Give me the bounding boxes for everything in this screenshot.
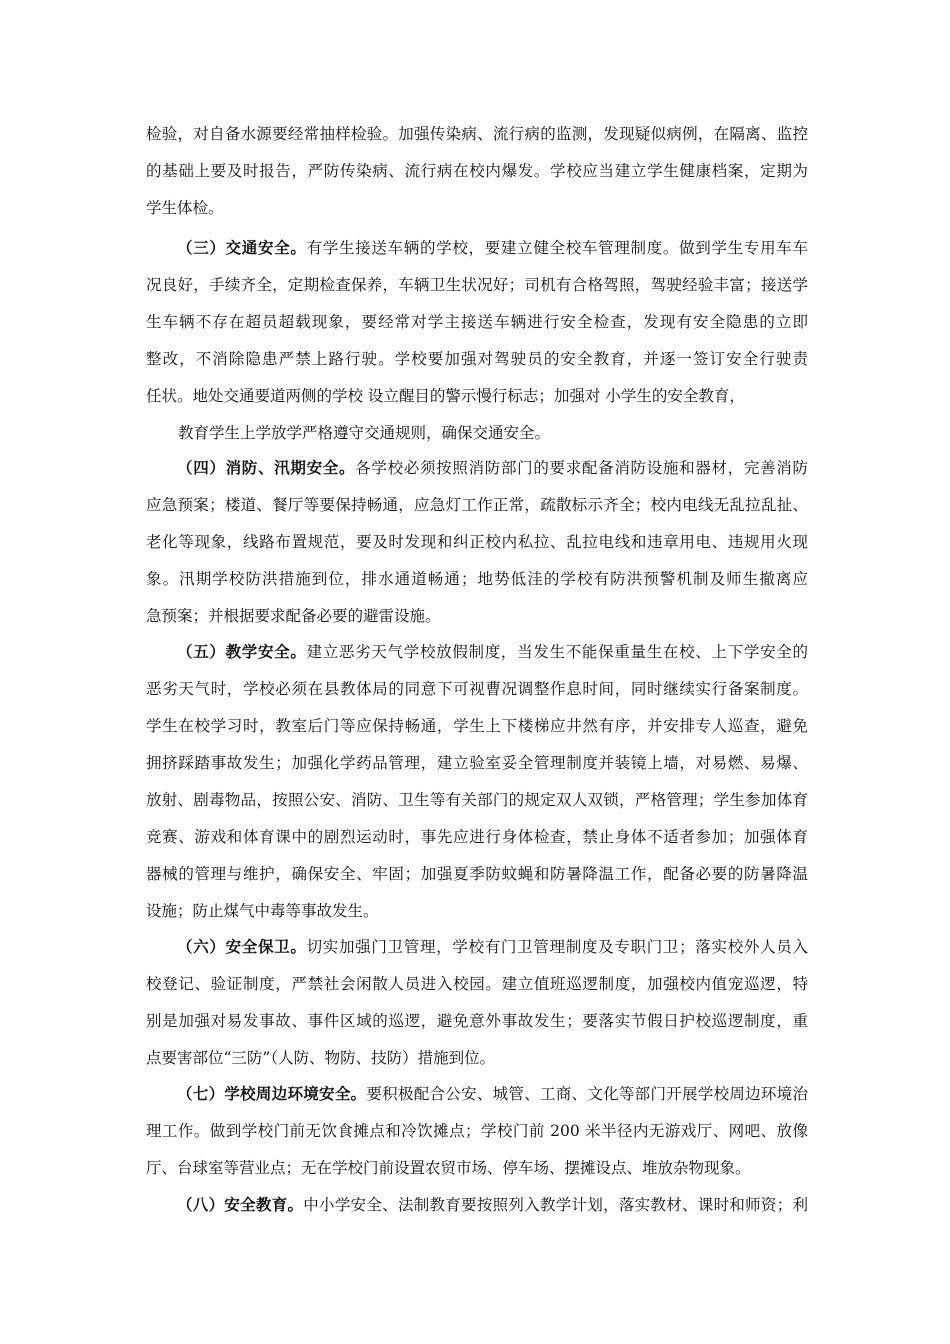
text-line: （七）学校周边环境安全。要积极配合公安、城管、工商、文化等部门开展学校周边环境治 (177, 1084, 808, 1103)
text-line: 学生体检。 (146, 199, 224, 217)
text-line: 拥挤踩踏事故发生；加强化学药品管理，建立验室妥全管理制度并装镜上墙，对易燃、易爆、 (146, 754, 808, 772)
text-line: 恶劣天气时，学校必须在县教体局的同意下可视曹况调整作息时间，同时继续实行备案制度。 (146, 680, 808, 698)
text-line: 老化等现象，线路布置规范，要及时发现和纠正校内私拉、乱拉电线和违章用电、违规用火现 (146, 533, 808, 551)
text-line: 别是加强对易发事故、事件区域的巡逻，避免意外事故发生；要落实节假日护校巡逻制度，重 (146, 1012, 808, 1030)
text-line: （六）安全保卫。切实加强门卫管理，学校有门卫管理制度及专职门卫；落实校外人员入 (177, 937, 808, 956)
text-line: 任状。地处交通要道两侧的学校 设立醒目的警示慢行标志；加强对 小学生的安全教育， (146, 387, 745, 405)
section-heading: （六）安全保卫。 (177, 937, 307, 956)
text-line: 生车辆不存在超员超载现象，要经常对学主接送车辆进行安全检查，发现有安全隐患的立即 (146, 313, 808, 331)
text-line: 的基础上要及时报告，严防传染病、流行病在校内爆发。学校应当建立学生健康档案，定期为 (146, 162, 808, 180)
text-line: （八）安全教育。中小学安全、法制教育要按照列入教学计划，落实教材、课时和师资；利 (177, 1195, 808, 1214)
text-line: （五）教学安全。建立恶劣天气学校放假制度，当发生不能保重量生在校、上下学安全的 (177, 642, 808, 661)
text-line: 器械的管理与维护，确保安全、牢固；加强夏季防蚊蝇和防暑降温工作，配备必要的防暑降温 (146, 865, 808, 883)
section-heading: （七）学校周边环境安全。 (177, 1084, 367, 1103)
text-line: 理工作。做到学校门前无饮食摊点和冷饮摊点；学校门前 200 米半径内无游戏厅、网吧、放像 (146, 1122, 808, 1140)
text-line: 设施；防止煤气中毒等事故发生。 (146, 902, 379, 920)
section-heading: （四）消防、汛期安全。 (177, 458, 356, 477)
section-heading: （五）教学安全。 (177, 642, 307, 661)
section-heading: （八）安全教育。 (177, 1195, 304, 1214)
text-line: 况良好，手续齐全，定期检查保养，车辆卫生状况好；司机有合格驾照，驾驶经验丰富；接送学 (146, 276, 808, 294)
text-line: 学生在校学习时，教室后门等应保持畅通，学生上下楼梯应井然有序，并安排专人巡查，避免 (146, 717, 808, 735)
text-line: 放射、剧毒物品，按照公安、消防、卫生等有关部门的规定双人双锁，严格管理；学生参加体育 (146, 791, 808, 809)
text-line: （三）交通安全。有学生接送车辆的学校，要建立健全校车管理制度。做到学生专用车车 (177, 238, 808, 257)
section-heading: （三）交通安全。 (177, 238, 307, 257)
text-line: 教育学生上学放学严格遵守交通规则，确保交通安全。 (178, 424, 551, 442)
text-line: 厅、台球室等营业点；无在学校门前设置农贸市场、停车场、摆摊设点、堆放杂物现象。 (146, 1159, 751, 1177)
text-line: 检验，对自备水源要经常抽样检验。加强传染病、流行病的监测，发现疑似病例，在隔离、监控 (146, 125, 808, 143)
text-line: （四）消防、汛期安全。各学校必须按照消防部门的要求配备消防设施和器材，完善消防 (177, 458, 808, 477)
text-line: 点要害部位“三防”（人防、物防、技防）措施到位。 (146, 1049, 496, 1067)
text-line: 竞赛、游戏和体育课中的剧烈运动时，事先应进行身体检查，禁止身体不适者参加；加强体育 (146, 828, 808, 846)
text-line: 整改，不消除隐患严禁上路行驶。学校要加强对驾驶员的安全教育，并逐一签订安全行驶责 (146, 350, 808, 368)
text-line: 急预案；并根据要求配备必要的避雷设施。 (146, 607, 441, 625)
text-line: 校登记、验证制度，严禁社会闲散人员进入校园。建立值班巡逻制度，加强校内值宠巡逻，特 (146, 975, 808, 993)
text-line: 象。汛期学校防洪措施到位，排水通道畅通；地势低洼的学校有防洪预警机制及师生撤离应 (146, 570, 808, 588)
text-line: 应急预案；楼道、餐厅等要保持畅通，应急灯工作正常，疏散标示齐全；校内电线无乱拉乱扯、 (146, 496, 808, 514)
